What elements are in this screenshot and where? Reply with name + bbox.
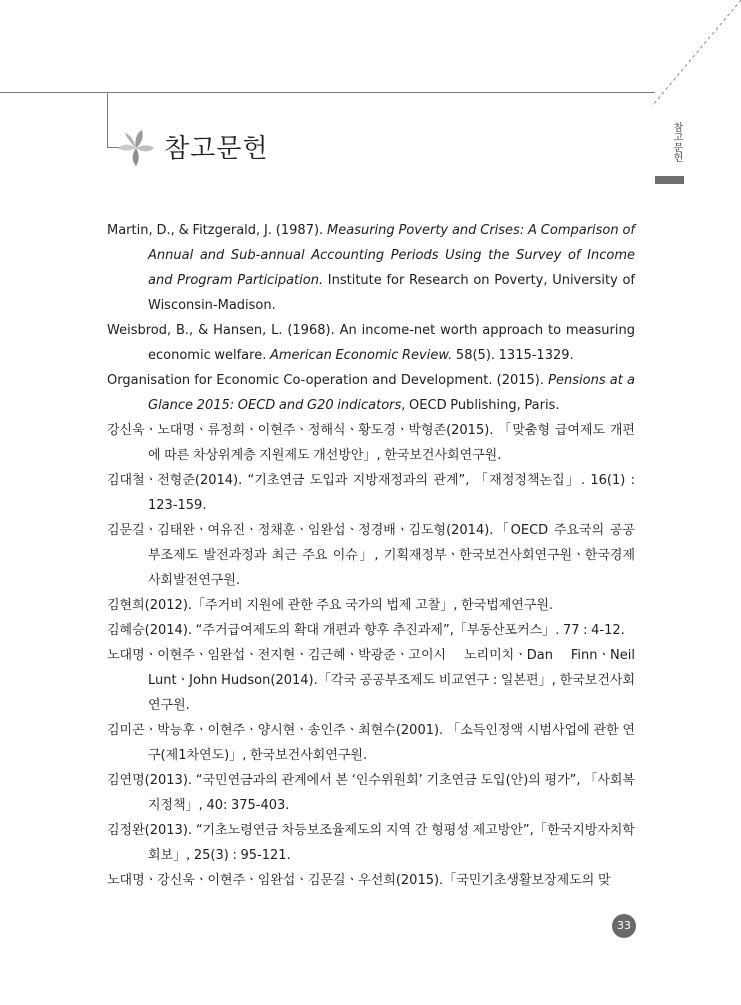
- reference-title-italic: Pensions at a Glance 2015: OECD and G20 indicators: [148, 373, 635, 413]
- reference-text: , OECD Publishing, Paris.: [401, 398, 560, 413]
- reference-text: 노대명ㆍ이현주ㆍ임완섭ㆍ전지현ㆍ김근혜ㆍ박광준ㆍ고이시 노리미치ㆍDan FinnㆍNeil LuntㆍJohn Hudson(2014).「각국 공공부조제도 비교연구 : 일본편」, 한국보건사회연구원.: [107, 648, 635, 713]
- reference-text: 김연명(2013). “국민연금과의 관계에서 본 ‘인수위원회’ 기초연금 도입(안)의 평가”, 「사회복지정책」, 40: 375-403.: [107, 773, 635, 813]
- reference-text: 강신욱ㆍ노대명ㆍ류정희ㆍ이현주ㆍ정해식ㆍ황도경ㆍ박형존(2015). 「맞춤형 급여제도 개편에 따른 차상위계층 지원제도 개선방안」, 한국보건사회연구원.: [107, 423, 635, 463]
- side-tab-bar: [655, 176, 684, 184]
- reference-item: [107, 618, 635, 643]
- reference-item: [107, 868, 635, 893]
- leaf-ornament-icon: [116, 128, 156, 168]
- reference-text: 58(5). 1315-1329.: [452, 348, 574, 363]
- side-tab: [655, 92, 684, 184]
- header-rule: [0, 92, 655, 93]
- reference-item: [107, 468, 635, 518]
- side-tab-label: 참고문헌: [671, 122, 682, 162]
- reference-text: 김정완(2013). “기초노령연금 차등보조율제도의 지역 간 형평성 제고방안”,「한국지방자치학회보」, 25(3) : 95-121.: [107, 823, 635, 863]
- reference-item: [107, 643, 635, 718]
- reference-text: 김미곤ㆍ박능후ㆍ이현주ㆍ양시현ㆍ송인주ㆍ최현수(2001). 「소득인정액 시범사업에 관한 연구(제1차연도)」, 한국보건사회연구원.: [107, 723, 635, 763]
- reference-text: 김문길ㆍ김태완ㆍ여유진ㆍ정채훈ㆍ임완섭ㆍ정경배ㆍ김도형(2014).「OECD 주요국의 공공부조제도 발전과정과 최근 주요 이슈」, 기획재정부ㆍ한국보건사회연구원ㆍ한국경제사회발전연구원.: [107, 523, 635, 588]
- reference-text: Martin, D., & Fitzgerald, J. (1987).: [107, 223, 328, 238]
- page-title: 참고문헌: [164, 134, 269, 164]
- reference-text: 김현희(2012).「주거비 지원에 관한 주요 국가의 법제 고찰」, 한국법제연구원.: [107, 598, 554, 613]
- reference-text: 김혜승(2014). “주거급여제도의 확대 개편과 향후 추진과제”,「부동산포커스」. 77 : 4-12.: [107, 623, 625, 638]
- reference-text: Weisbrod, B., & Hansen, L. (1968). An income-net worth approach to measuring economic welfare.: [107, 323, 635, 363]
- reference-item: [107, 368, 635, 418]
- reference-item: [107, 518, 635, 593]
- reference-text: 노대명ㆍ강신욱ㆍ이현주ㆍ임완섭ㆍ김문길ㆍ우선희(2015).「국민기초생활보장제도의 맞: [107, 873, 611, 888]
- reference-text: Institute for Research on Poverty, University of Wisconsin-Madison.: [148, 273, 635, 313]
- reference-item: [107, 593, 635, 618]
- reference-item: [107, 218, 635, 318]
- reference-item: [107, 318, 635, 368]
- reference-item: [107, 818, 635, 868]
- reference-item: [107, 768, 635, 818]
- page-number-badge: 33: [612, 914, 636, 938]
- header-vertical-rule: [107, 92, 108, 148]
- reference-item: [107, 718, 635, 768]
- reference-title-italic: American Economic Review.: [269, 348, 453, 363]
- reference-item: [107, 418, 635, 468]
- reference-title-italic: Measuring Poverty and Crises: A Comparison of Annual and Sub-annual Accounting Periods Using the Survey of Income and Program Participation.: [148, 223, 635, 288]
- reference-text: 김대철ㆍ전형준(2014). “기초연금 도입과 지방재정과의 관계”, 「재정정책논집」. 16(1) : 123-159.: [107, 473, 635, 513]
- reference-list: [107, 218, 635, 893]
- reference-text: Organisation for Economic Co-operation and Development. (2015).: [107, 373, 549, 388]
